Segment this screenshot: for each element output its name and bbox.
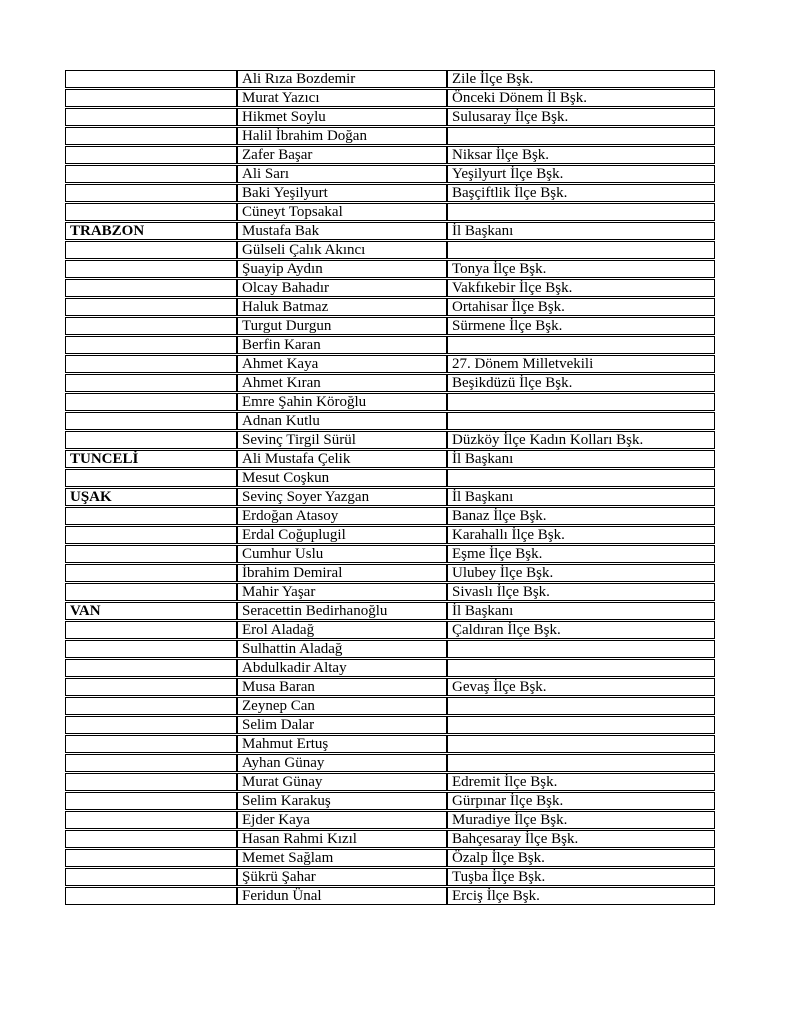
title-cell: Karahallı İlçe Bşk. xyxy=(447,526,715,544)
table-body xyxy=(65,70,715,905)
province-cell xyxy=(65,564,237,582)
table-row xyxy=(65,184,715,202)
title-cell: İl Başkanı xyxy=(447,602,715,620)
province-cell xyxy=(65,412,237,430)
name-cell: Musa Baran xyxy=(237,678,447,696)
name-cell: Erdal Coğuplugil xyxy=(237,526,447,544)
table-row xyxy=(65,545,715,563)
table-row xyxy=(65,564,715,582)
province-cell xyxy=(65,507,237,525)
table-row xyxy=(65,146,715,164)
name-cell: Baki Yeşilyurt xyxy=(237,184,447,202)
name-cell: Sevinç Soyer Yazgan xyxy=(237,488,447,506)
title-cell: Vakfıkebir İlçe Bşk. xyxy=(447,279,715,297)
name-cell: Mahir Yaşar xyxy=(237,583,447,601)
name-cell: Haluk Batmaz xyxy=(237,298,447,316)
province-cell xyxy=(65,127,237,145)
name-cell: Gülseli Çalık Akıncı xyxy=(237,241,447,259)
table-row xyxy=(65,393,715,411)
name-cell: Erol Aladağ xyxy=(237,621,447,639)
title-cell: Gürpınar İlçe Bşk. xyxy=(447,792,715,810)
title-cell: Tonya İlçe Bşk. xyxy=(447,260,715,278)
table-row xyxy=(65,241,715,259)
title-cell: Tuşba İlçe Bşk. xyxy=(447,868,715,886)
name-cell: Turgut Durgun xyxy=(237,317,447,335)
table-row xyxy=(65,716,715,734)
title-cell: Zile İlçe Bşk. xyxy=(447,70,715,88)
name-cell: Mesut Coşkun xyxy=(237,469,447,487)
name-cell: Memet Sağlam xyxy=(237,849,447,867)
name-cell: Erdoğan Atasoy xyxy=(237,507,447,525)
province-cell xyxy=(65,811,237,829)
table-row xyxy=(65,488,715,506)
name-cell: Abdulkadir Altay xyxy=(237,659,447,677)
title-cell: 27. Dönem Milletvekili xyxy=(447,355,715,373)
table-row xyxy=(65,89,715,107)
table-row xyxy=(65,374,715,392)
name-cell: Berfin Karan xyxy=(237,336,447,354)
province-cell: TRABZON xyxy=(65,222,237,240)
province-cell: TUNCELİ xyxy=(65,450,237,468)
title-cell: Bahçesaray İlçe Bşk. xyxy=(447,830,715,848)
name-cell: Şükrü Şahar xyxy=(237,868,447,886)
province-cell xyxy=(65,355,237,373)
officials-table xyxy=(65,69,715,906)
name-cell: Ayhan Günay xyxy=(237,754,447,772)
province-cell xyxy=(65,792,237,810)
name-cell: Murat Yazıcı xyxy=(237,89,447,107)
title-cell xyxy=(447,469,715,487)
table-row xyxy=(65,317,715,335)
name-cell: Sulhattin Aladağ xyxy=(237,640,447,658)
name-cell: Ahmet Kaya xyxy=(237,355,447,373)
table-row xyxy=(65,222,715,240)
name-cell: Adnan Kutlu xyxy=(237,412,447,430)
title-cell xyxy=(447,412,715,430)
province-cell xyxy=(65,203,237,221)
title-cell: Niksar İlçe Bşk. xyxy=(447,146,715,164)
province-cell: UŞAK xyxy=(65,488,237,506)
province-cell xyxy=(65,640,237,658)
title-cell xyxy=(447,241,715,259)
province-cell xyxy=(65,108,237,126)
province-cell xyxy=(65,165,237,183)
province-cell xyxy=(65,678,237,696)
title-cell xyxy=(447,754,715,772)
province-cell xyxy=(65,545,237,563)
title-cell: Çaldıran İlçe Bşk. xyxy=(447,621,715,639)
title-cell: Gevaş İlçe Bşk. xyxy=(447,678,715,696)
province-cell xyxy=(65,393,237,411)
province-cell xyxy=(65,735,237,753)
title-cell xyxy=(447,697,715,715)
province-cell xyxy=(65,659,237,677)
name-cell: Olcay Bahadır xyxy=(237,279,447,297)
province-cell xyxy=(65,887,237,905)
title-cell: Eşme İlçe Bşk. xyxy=(447,545,715,563)
title-cell: Ulubey İlçe Bşk. xyxy=(447,564,715,582)
name-cell: Zafer Başar xyxy=(237,146,447,164)
title-cell: İl Başkanı xyxy=(447,450,715,468)
name-cell: Murat Günay xyxy=(237,773,447,791)
name-cell: Feridun Ünal xyxy=(237,887,447,905)
table-row xyxy=(65,412,715,430)
name-cell: Sevinç Tirgil Sürül xyxy=(237,431,447,449)
province-cell xyxy=(65,830,237,848)
name-cell: İbrahim Demiral xyxy=(237,564,447,582)
table-row xyxy=(65,754,715,772)
title-cell: Erciş İlçe Bşk. xyxy=(447,887,715,905)
name-cell: Selim Dalar xyxy=(237,716,447,734)
table-row xyxy=(65,849,715,867)
table-row xyxy=(65,773,715,791)
province-cell xyxy=(65,773,237,791)
province-cell xyxy=(65,849,237,867)
table-row xyxy=(65,792,715,810)
name-cell: Seracettin Bedirhanoğlu xyxy=(237,602,447,620)
title-cell: Başçiftlik İlçe Bşk. xyxy=(447,184,715,202)
table-row xyxy=(65,678,715,696)
table-row xyxy=(65,108,715,126)
province-cell xyxy=(65,469,237,487)
province-cell xyxy=(65,260,237,278)
title-cell: İl Başkanı xyxy=(447,488,715,506)
province-cell: VAN xyxy=(65,602,237,620)
table-row xyxy=(65,887,715,905)
table-row xyxy=(65,203,715,221)
province-cell xyxy=(65,317,237,335)
province-cell xyxy=(65,336,237,354)
table-row xyxy=(65,583,715,601)
title-cell: Önceki Dönem İl Bşk. xyxy=(447,89,715,107)
table-row xyxy=(65,868,715,886)
name-cell: Ali Sarı xyxy=(237,165,447,183)
name-cell: Hikmet Soylu xyxy=(237,108,447,126)
table-row xyxy=(65,735,715,753)
title-cell xyxy=(447,735,715,753)
table-row xyxy=(65,830,715,848)
province-cell xyxy=(65,298,237,316)
title-cell: Beşikdüzü İlçe Bşk. xyxy=(447,374,715,392)
province-cell xyxy=(65,868,237,886)
province-cell xyxy=(65,697,237,715)
province-cell xyxy=(65,89,237,107)
title-cell: Yeşilyurt İlçe Bşk. xyxy=(447,165,715,183)
title-cell: Sürmene İlçe Bşk. xyxy=(447,317,715,335)
province-cell xyxy=(65,184,237,202)
title-cell xyxy=(447,127,715,145)
province-cell xyxy=(65,526,237,544)
title-cell: Özalp İlçe Bşk. xyxy=(447,849,715,867)
province-cell xyxy=(65,583,237,601)
table-row xyxy=(65,298,715,316)
province-cell xyxy=(65,374,237,392)
province-cell xyxy=(65,241,237,259)
table-row xyxy=(65,127,715,145)
table-row xyxy=(65,469,715,487)
name-cell: Ahmet Kıran xyxy=(237,374,447,392)
title-cell xyxy=(447,716,715,734)
table-row xyxy=(65,697,715,715)
name-cell: Mustafa Bak xyxy=(237,222,447,240)
title-cell: İl Başkanı xyxy=(447,222,715,240)
province-cell xyxy=(65,279,237,297)
title-cell xyxy=(447,659,715,677)
name-cell: Ali Rıza Bozdemir xyxy=(237,70,447,88)
title-cell: Sulusaray İlçe Bşk. xyxy=(447,108,715,126)
name-cell: Cumhur Uslu xyxy=(237,545,447,563)
title-cell: Muradiye İlçe Bşk. xyxy=(447,811,715,829)
name-cell: Ejder Kaya xyxy=(237,811,447,829)
name-cell: Ali Mustafa Çelik xyxy=(237,450,447,468)
province-cell xyxy=(65,754,237,772)
name-cell: Emre Şahin Köroğlu xyxy=(237,393,447,411)
name-cell: Mahmut Ertuş xyxy=(237,735,447,753)
name-cell: Zeynep Can xyxy=(237,697,447,715)
table-row xyxy=(65,279,715,297)
table-row xyxy=(65,165,715,183)
table-row xyxy=(65,70,715,88)
title-cell xyxy=(447,640,715,658)
table-row xyxy=(65,659,715,677)
table-row xyxy=(65,355,715,373)
table-row xyxy=(65,431,715,449)
province-cell xyxy=(65,431,237,449)
name-cell: Cüneyt Topsakal xyxy=(237,203,447,221)
table-row xyxy=(65,621,715,639)
title-cell xyxy=(447,336,715,354)
title-cell xyxy=(447,393,715,411)
table-row xyxy=(65,811,715,829)
title-cell: Ortahisar İlçe Bşk. xyxy=(447,298,715,316)
table-row xyxy=(65,450,715,468)
name-cell: Şuayip Aydın xyxy=(237,260,447,278)
table-row xyxy=(65,640,715,658)
table-row xyxy=(65,507,715,525)
name-cell: Halil İbrahim Doğan xyxy=(237,127,447,145)
title-cell: Sivaslı İlçe Bşk. xyxy=(447,583,715,601)
table-row xyxy=(65,260,715,278)
title-cell: Edremit İlçe Bşk. xyxy=(447,773,715,791)
name-cell: Selim Karakuş xyxy=(237,792,447,810)
table-row xyxy=(65,336,715,354)
title-cell xyxy=(447,203,715,221)
province-cell xyxy=(65,146,237,164)
table-row xyxy=(65,526,715,544)
table-row xyxy=(65,602,715,620)
title-cell: Düzköy İlçe Kadın Kolları Bşk. xyxy=(447,431,715,449)
name-cell: Hasan Rahmi Kızıl xyxy=(237,830,447,848)
province-cell xyxy=(65,716,237,734)
province-cell xyxy=(65,70,237,88)
province-cell xyxy=(65,621,237,639)
title-cell: Banaz İlçe Bşk. xyxy=(447,507,715,525)
